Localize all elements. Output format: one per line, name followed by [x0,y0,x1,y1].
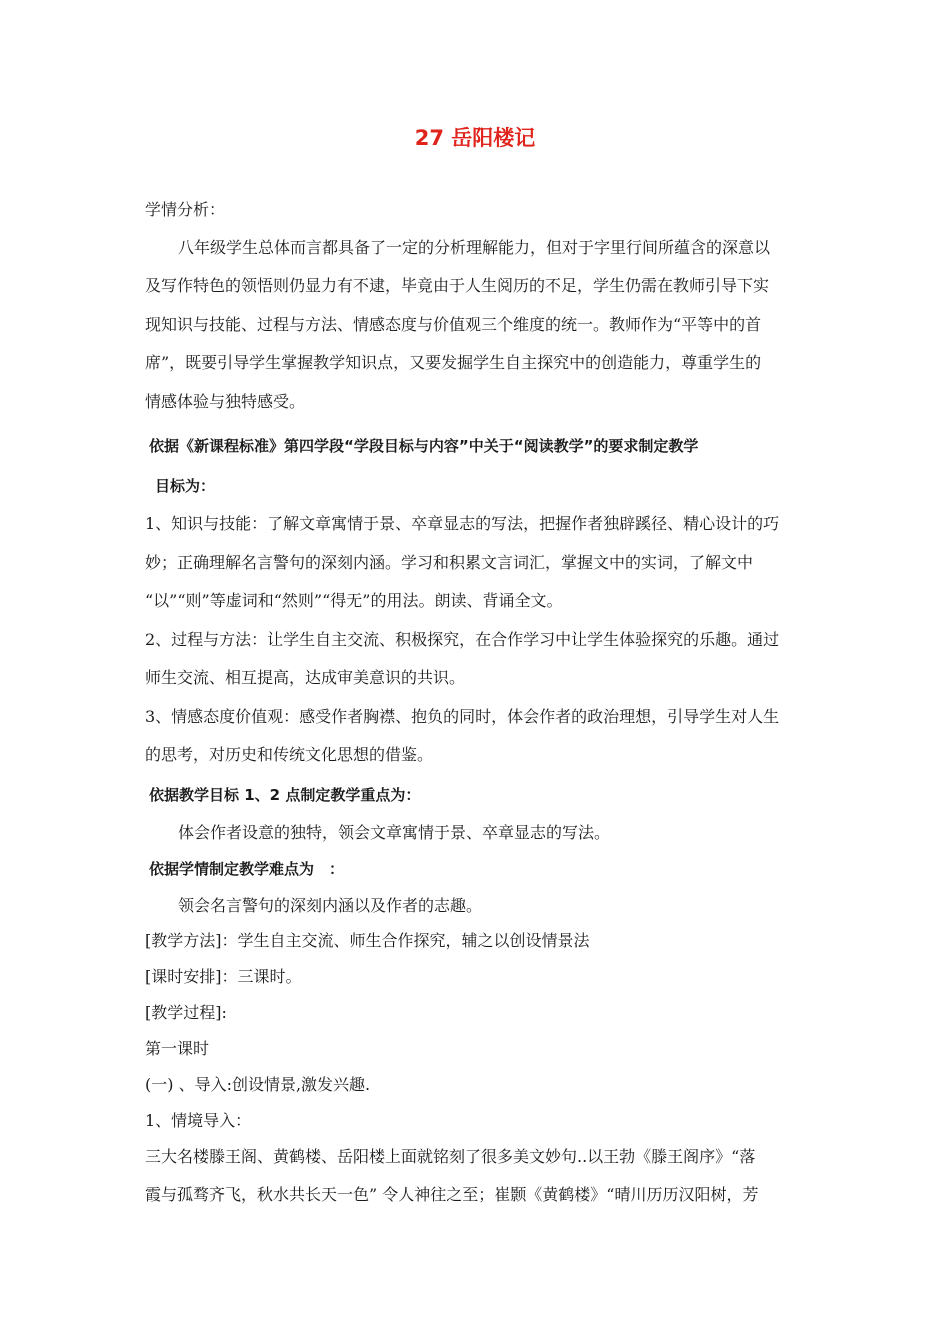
scenario-intro-heading: 1、情境导入： [145,1111,252,1130]
paragraph-line: 席”，既要引导学生掌握教学知识点，又要发掘学生自主探究中的创造能力，尊重学生的 [145,353,762,372]
class-schedule: [课时安排]：三课时。 [145,967,302,986]
objective-item-1-cont: “以”“则”等虚词和“然则”“得无”的用法。朗读、背诵全文。 [145,591,563,610]
objective-item-1: 1、知识与技能：了解文章寓情于景、卒章显志的写法，把握作者独辟蹊径、精心设计的巧 [145,514,780,533]
objective-item-3-cont: 的思考，对历史和传统文化思想的借鉴。 [145,745,434,764]
objectives-heading-cont: 目标为： [155,477,216,495]
document-title: 27 岳阳楼记 [414,126,536,150]
objectives-heading: 依据《新课程标准》第四学段“学段目标与内容”中关于“阅读教学”的要求制定教学 [149,437,699,455]
objective-item-3: 3、情感态度价值观：感受作者胸襟、抱负的同时，体会作者的政治理想，引导学生对人生 [145,707,780,726]
step-one-heading: (一) 、导入:创设情景,激发兴趣. [145,1075,371,1094]
paragraph-line: 情感体验与独特感受。 [145,392,306,411]
paragraph-line: 八年级学生总体而言都具备了一定的分析理解能力，但对于字里行间所蕴含的深意以 [178,238,771,257]
key-points-text: 体会作者设意的独特，领会文章寓情于景、卒章显志的写法。 [178,823,611,842]
teaching-process-heading: [教学过程]: [145,1003,227,1022]
difficulty-heading: 依据学情制定教学难点为 ： [149,860,345,878]
lesson-one-heading: 第一课时 [145,1039,210,1058]
paragraph-line: 霞与孤骛齐飞，秋水共长天一色” 令人神往之至；崔颢《黄鹤楼》“晴川历历汉阳树，芳 [145,1185,759,1204]
paragraph-line: 及写作特色的领悟则仍显力有不逮，毕竟由于人生阅历的不足，学生仍需在教师引导下实 [145,276,770,295]
paragraph-line: 三大名楼滕王阁、黄鹤楼、岳阳楼上面就铭刻了很多美文妙句..以王勃《滕王阁序》“落 [145,1147,756,1166]
objective-item-2: 2、过程与方法：让学生自主交流、积极探究，在合作学习中让学生体验探究的乐趣。通过 [145,630,780,649]
paragraph-line: 现知识与技能、过程与方法、情感态度与价值观三个维度的统一。教师作为“平等中的首 [145,315,762,334]
section-heading-analysis: 学情分析： [145,200,226,219]
objective-item-2-cont: 师生交流、相互提高，达成审美意识的共识。 [145,668,466,687]
key-points-heading: 依据教学目标 1、2 点制定教学重点为： [149,786,421,804]
teaching-method: [教学方法]：学生自主交流、师生合作探究，辅之以创设情景法 [145,931,590,950]
objective-item-1-cont: 妙；正确理解名言警句的深刻内涵。学习和积累文言词汇，掌握文中的实词，了解文中 [145,553,754,572]
difficulty-text: 领会名言警句的深刻内涵以及作者的志趣。 [178,896,483,915]
